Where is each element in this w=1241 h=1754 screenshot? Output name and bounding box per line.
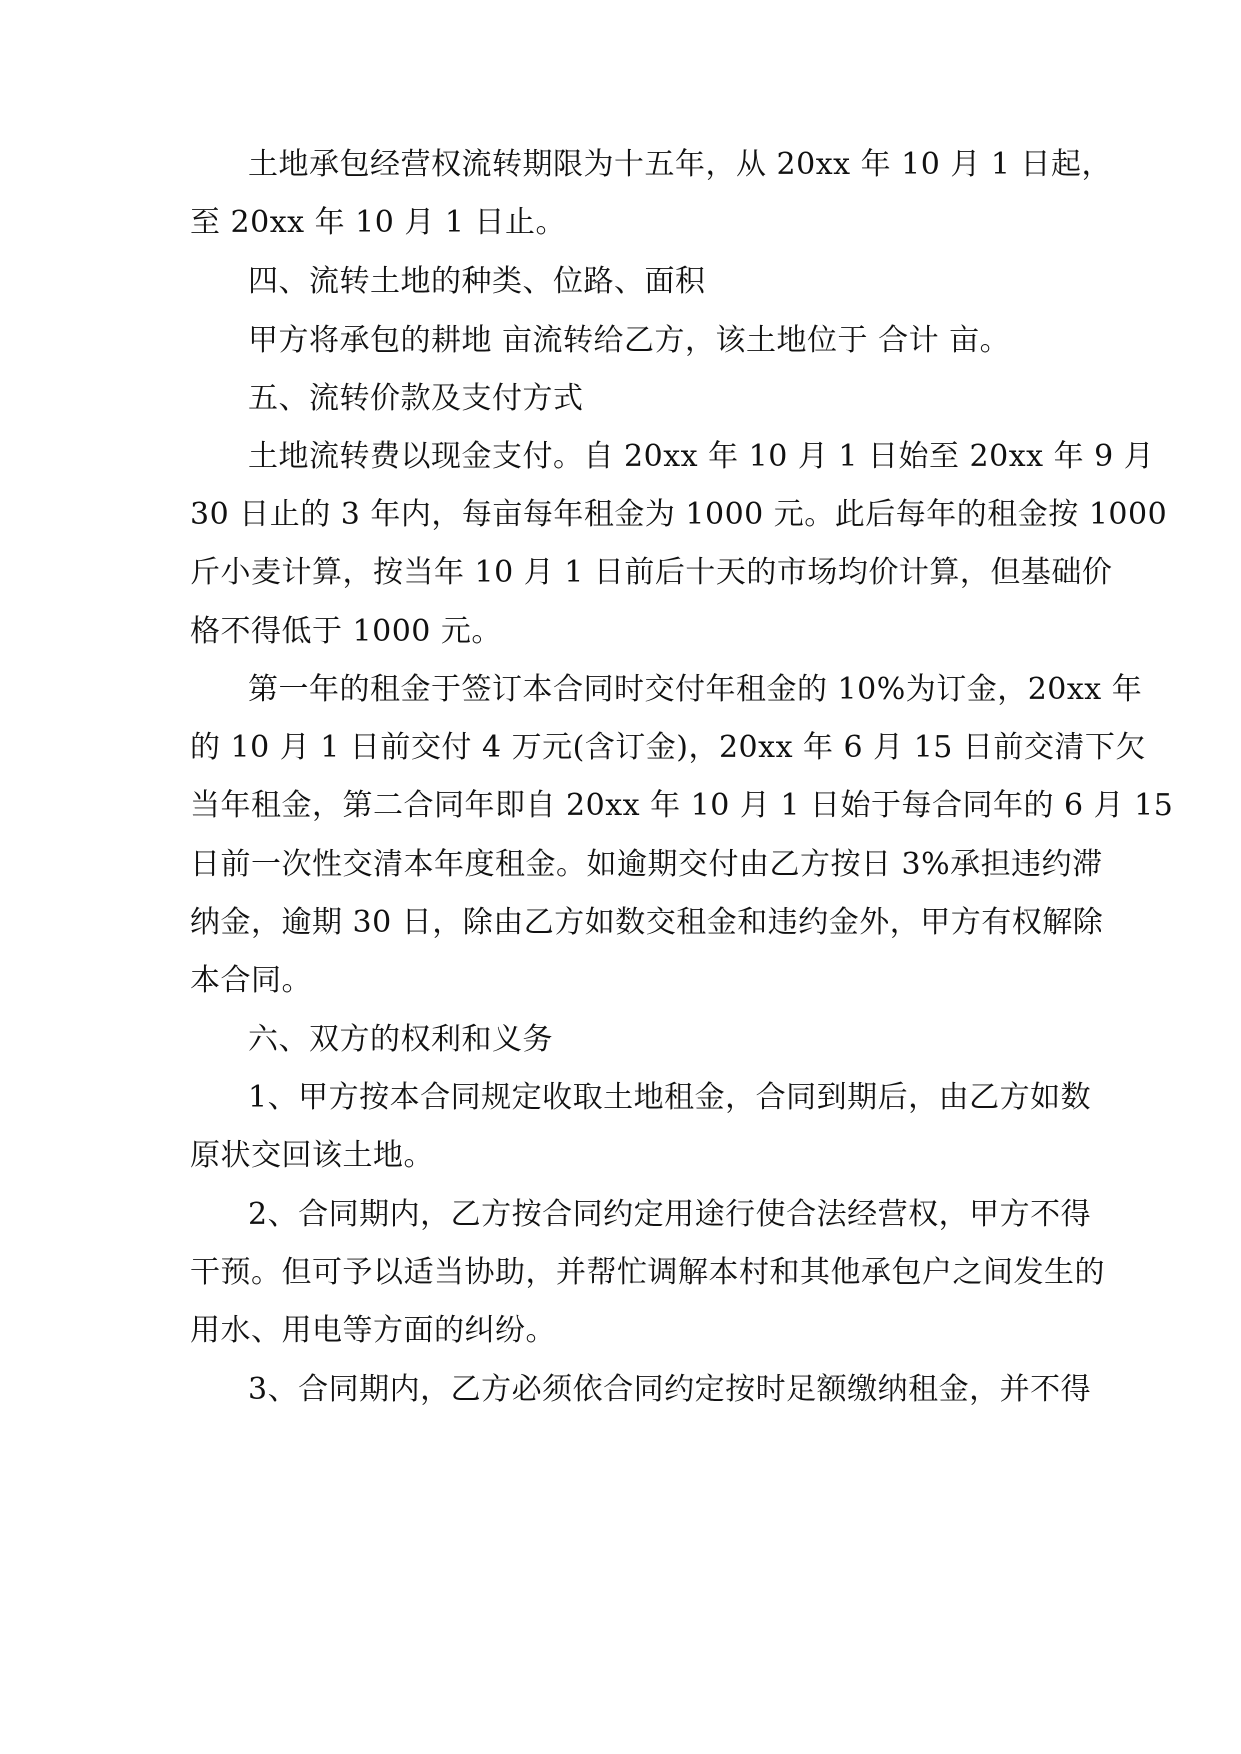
text-line: 甲方将承包的耕地 亩流转给乙方，该土地位于 合计 亩。 bbox=[248, 323, 1011, 358]
text-line: 的 10 月 1 日前交付 4 万元(含订金)，20xx 年 6 月 15 日前交清下欠 bbox=[190, 730, 1146, 765]
text-line: 纳金，逾期 30 日，除由乙方如数交租金和违约金外，甲方有权解除 bbox=[190, 905, 1104, 940]
text-line: 用水、用电等方面的纠纷。 bbox=[190, 1313, 556, 1348]
text-line: 30 日止的 3 年内，每亩每年租金为 1000 元。此后每年的租金按 1000 bbox=[190, 497, 1168, 532]
text-line: 日前一次性交清本年度租金。如逾期交付由乙方按日 3%承担违约滞 bbox=[190, 847, 1103, 882]
text-line: 3、合同期内，乙方必须依合同约定按时足额缴纳租金，并不得 bbox=[248, 1372, 1092, 1407]
section-heading: 四、流转土地的种类、位路、面积 bbox=[248, 264, 706, 299]
section-heading: 六、双方的权利和义务 bbox=[248, 1022, 553, 1057]
text-line: 干预。但可予以适当协助，并帮忙调解本村和其他承包户之间发生的 bbox=[190, 1255, 1105, 1290]
text-line: 第一年的租金于签订本合同时交付年租金的 10%为订金，20xx 年 bbox=[248, 672, 1143, 707]
text-line: 本合同。 bbox=[190, 963, 312, 998]
section-heading: 五、流转价款及支付方式 bbox=[248, 381, 584, 416]
text-line: 格不得低于 1000 元。 bbox=[190, 614, 502, 649]
text-line: 土地流转费以现金支付。自 20xx 年 10 月 1 日始至 20xx 年 9 月 bbox=[248, 439, 1155, 474]
text-line: 1、甲方按本合同规定收取土地租金，合同到期后，由乙方如数 bbox=[248, 1080, 1092, 1115]
text-line: 土地承包经营权流转期限为十五年，从 20xx 年 10 月 1 日起， bbox=[248, 147, 1112, 182]
text-line: 2、合同期内，乙方按合同约定用途行使合法经营权，甲方不得 bbox=[248, 1197, 1092, 1232]
text-line: 斤小麦计算，按当年 10 月 1 日前后十天的市场均价计算，但基础价 bbox=[190, 555, 1113, 590]
text-line: 当年租金，第二合同年即自 20xx 年 10 月 1 日始于每合同年的 6 月 15 bbox=[190, 788, 1174, 823]
text-line: 至 20xx 年 10 月 1 日止。 bbox=[190, 205, 566, 240]
text-line: 原状交回该土地。 bbox=[190, 1138, 434, 1173]
